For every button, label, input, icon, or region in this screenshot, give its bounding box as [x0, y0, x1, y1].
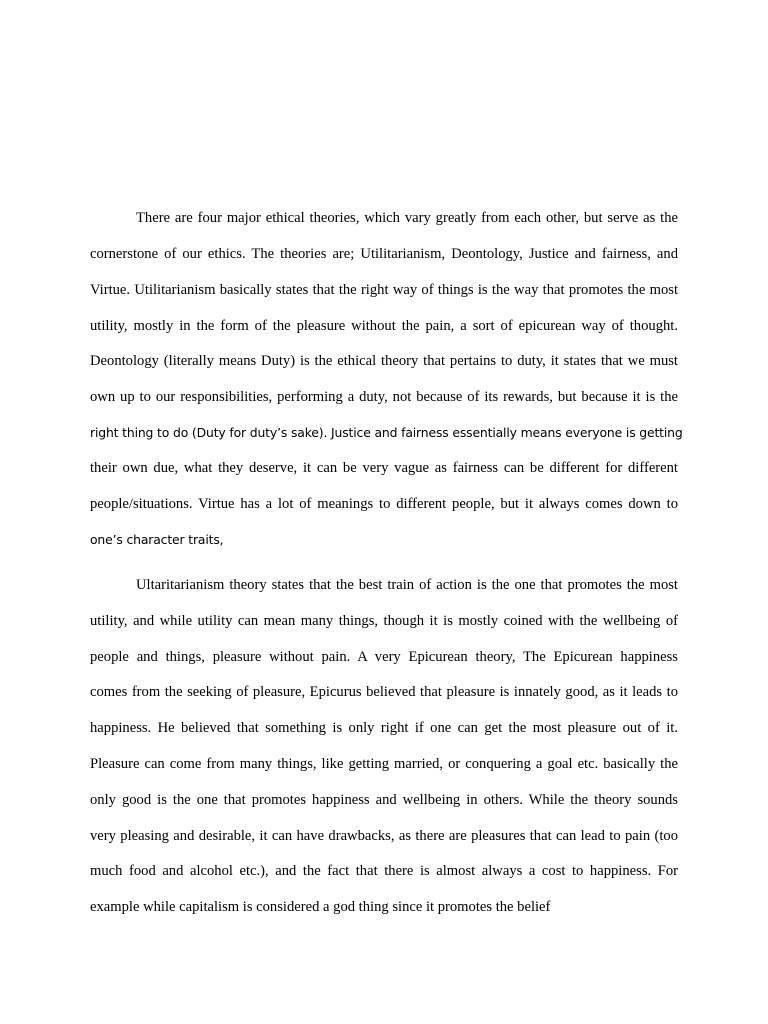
paragraph-1-line-7: right thing to do (Duty for duty’s sake). Justice and fairness essentially means everyone is getting — [90, 425, 683, 440]
paragraph-1-line-8: their own due, what they deserve, it can be very vague as fairness can be different for different — [90, 460, 678, 476]
paragraph-1-line-4: utility, mostly in the form of the pleasure without the pain, a sort of epicurean way of thought. — [90, 318, 678, 334]
paragraph-1-line-9: people/situations. Virtue has a lot of meanings to different people, but it always comes down to — [90, 496, 678, 512]
paragraph-1-line-6: own up to our responsibilities, performing a duty, not because of its rewards, but because it is the — [90, 389, 678, 405]
paragraph-2-line-6: Pleasure can come from many things, like getting married, or conquering a goal etc. basically the — [90, 756, 678, 772]
paragraph-1-line-2: cornerstone of our ethics. The theories are; Utilitarianism, Deontology, Justice and fairness, and — [90, 246, 678, 262]
paragraph-2-line-9: much food and alcohol etc.), and the fact that there is almost always a cost to happiness. For — [90, 863, 678, 879]
paragraph-2-line-4: comes from the seeking of pleasure, Epicurus believed that pleasure is innately good, as it leads to — [90, 684, 678, 700]
paragraph-1-line-3: Virtue. Utilitarianism basically states that the right way of things is the way that promotes the most — [90, 282, 678, 298]
paragraph-2-line-2: utility, and while utility can mean many things, though it is mostly coined with the wellbeing of — [90, 613, 678, 629]
paragraph-1-line-10: one’s character traits, — [90, 532, 224, 547]
paragraph-2-line-1: Ultaritarianism theory states that the best train of action is the one that promotes the most — [136, 577, 678, 593]
paragraph-2-line-10: example while capitalism is considered a god thing since it promotes the belief — [90, 899, 551, 915]
paragraph-2-line-3: people and things, pleasure without pain. A very Epicurean theory, The Epicurean happiness — [90, 649, 678, 665]
paragraph-2-line-7: only good is the one that promotes happiness and wellbeing in others. While the theory sounds — [90, 792, 678, 808]
paragraph-1-line-1: There are four major ethical theories, which vary greatly from each other, but serve as the — [136, 210, 678, 226]
paragraph-2-line-5: happiness. He believed that something is only right if one can get the most pleasure out of it. — [90, 720, 678, 736]
paragraph-1-line-5: Deontology (literally means Duty) is the ethical theory that pertains to duty, it states that we must — [90, 353, 678, 369]
paragraph-2-line-8: very pleasing and desirable, it can have drawbacks, as there are pleasures that can lead to pain (too — [90, 828, 678, 844]
